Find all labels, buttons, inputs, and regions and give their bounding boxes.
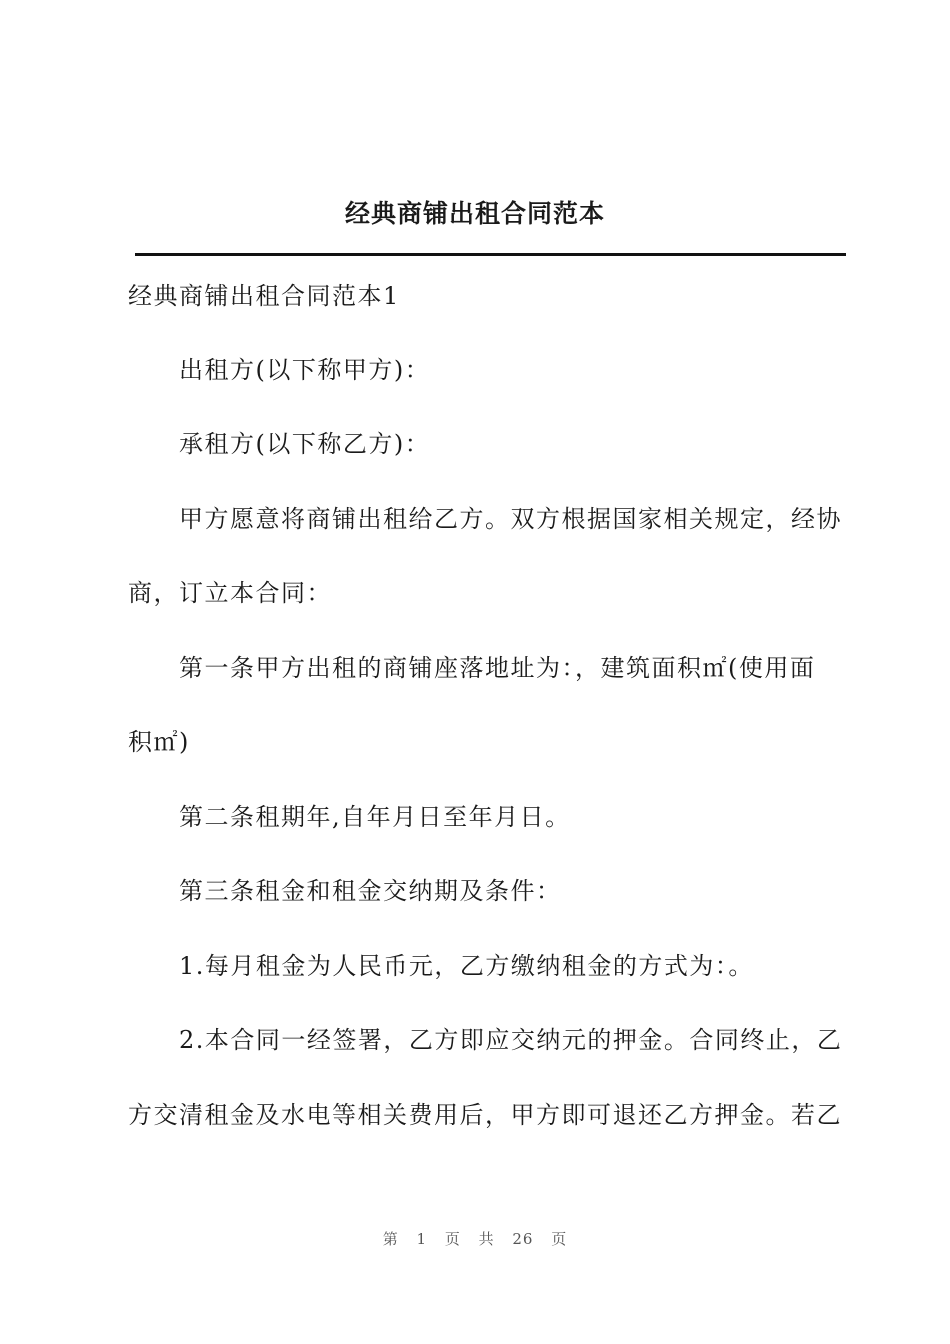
- article-2-line: 第二条租期年,自年月日至年月日。: [179, 803, 571, 831]
- lessee-line: 承租方(以下称乙方)：: [179, 430, 431, 458]
- page-number-footer: 第 1 页 共 26 页: [382, 1230, 568, 1248]
- clause-1-line: 1.每月租金为人民币元，乙方缴纳租金的方式为：。: [179, 952, 754, 980]
- clause-2-line: 方交清租金及水电等相关费用后，甲方即可退还乙方押金。若乙: [128, 1101, 842, 1129]
- title-underline: [135, 253, 846, 256]
- section-heading: 经典商铺出租合同范本1: [128, 282, 400, 310]
- paragraph-line: 商，订立本合同：: [128, 579, 332, 607]
- paragraph-line: 甲方愿意将商铺出租给乙方。双方根据国家相关规定，经协: [179, 505, 842, 533]
- article-3-line: 第三条租金和租金交纳期及条件：: [179, 877, 562, 905]
- document-title: 经典商铺出租合同范本: [344, 199, 605, 228]
- article-1-line: 第一条甲方出租的商铺座落地址为：，建筑面积㎡(使用面: [179, 654, 816, 682]
- article-1-line: 积㎡): [128, 728, 190, 756]
- clause-2-line: 2.本合同一经签署，乙方即应交纳元的押金。合同终止，乙: [179, 1026, 843, 1054]
- lessor-line: 出租方(以下称甲方)：: [179, 356, 431, 384]
